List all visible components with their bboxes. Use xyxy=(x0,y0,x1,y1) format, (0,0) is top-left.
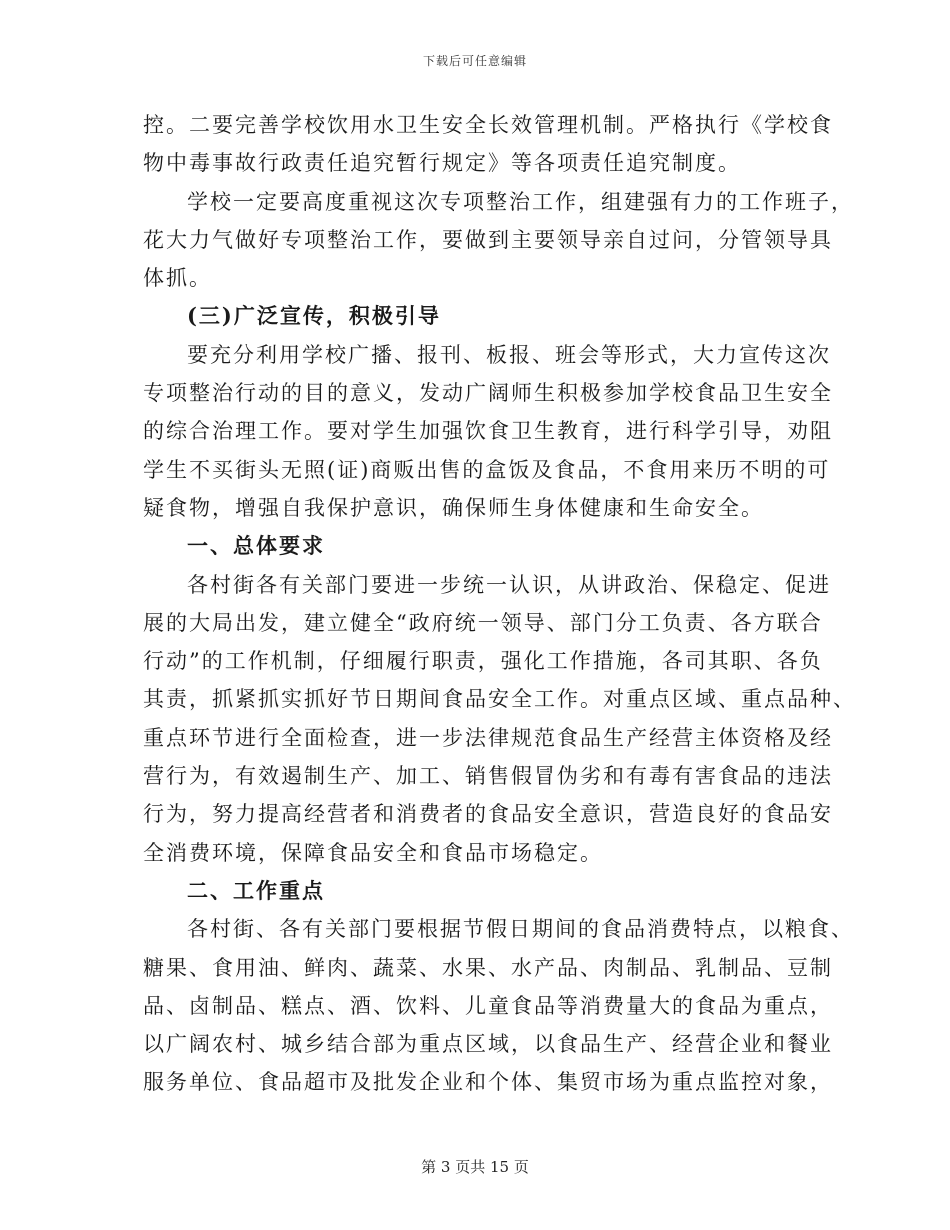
paragraph-line: 行动”的工作机制，仔细履行职责，强化工作措施，各司其职、各负 xyxy=(143,649,823,674)
paragraph-line: 展的大局出发，建立健全“政府统一领导、部门分工负责、各方联合 xyxy=(143,610,823,635)
paragraph-line: 疑食物，增强自我保护意识，确保师生身体健康和生命安全。 xyxy=(143,495,764,520)
paragraph-line: 营行为，有效遏制生产、加工、销售假冒伪劣和有毒有害食品的违法 xyxy=(143,764,833,789)
page-header: 下载后可任意编辑 xyxy=(422,54,527,68)
section-heading: 二、工作重点 xyxy=(187,877,325,903)
paragraph-line: 其责，抓紧抓实抓好节日期间食品安全工作。对重点区域、重点品种、 xyxy=(143,687,856,712)
paragraph-line: 的综合治理工作。要对学生加强饮食卫生教育，进行科学引导，劝阻 xyxy=(143,419,833,444)
paragraph-line: 行为，努力提高经营者和消费者的食品安全意识，营造良好的食品安 xyxy=(143,802,833,827)
paragraph-line: 品、卤制品、糕点、酒、饮料、儿童食品等消费量大的食品为重点， xyxy=(143,993,833,1018)
paragraph-line: 花大力气做好专项整治工作，要做到主要领导亲自过问，分管领导具 xyxy=(143,227,833,252)
section-heading: 一、总体要求 xyxy=(187,533,325,559)
paragraph-line: 专项整治行动的目的意义，发动广阔师生积极参加学校食品卫生安全 xyxy=(143,381,833,406)
paragraph-line: 控。二要完善学校饮用水卫生安全长效管理机制。严格执行《学校食 xyxy=(143,113,833,137)
page-footer: 第 3 页共 15 页 xyxy=(421,1158,529,1176)
paragraph-line: 物中毒事故行政责任追究暂行规定》等各项责任追究制度。 xyxy=(143,151,741,176)
paragraph-line: 以广阔农村、城乡结合部为重点区域，以食品生产、经营企业和餐业 xyxy=(143,1032,833,1057)
paragraph-line: 体抓。 xyxy=(143,266,212,291)
paragraph-line: 各村街、各有关部门要根据节假日期间的食品消费特点，以粮食、 xyxy=(187,917,854,942)
paragraph-line: 要充分利用学校广播、报刊、板报、班会等形式，大力宣传这次 xyxy=(187,342,831,367)
paragraph-line: 重点环节进行全面检查，进一步法律规范食品生产经营主体资格及经 xyxy=(143,725,833,750)
paragraph-line: 学校一定要高度重视这次专项整治工作，组建强有力的工作班子， xyxy=(187,189,854,214)
paragraph-line: 各村街各有关部门要进一步统一认识，从讲政治、保稳定、促进 xyxy=(187,572,831,597)
paragraph-line: 服务单位、食品超市及批发企业和个体、集贸市场为重点监控对象， xyxy=(143,1070,833,1095)
document-body xyxy=(143,106,856,1102)
paragraph-line: 全消费环境，保障食品安全和食品市场稳定。 xyxy=(143,840,603,865)
section-heading: (三)广泛宣传，积极引导 xyxy=(187,303,441,329)
paragraph-line: 学生不买街头无照(证)商贩出售的盒饭及食品，不食用来历不明的可 xyxy=(143,457,831,482)
paragraph-line: 糖果、食用油、鲜肉、蔬菜、水果、水产品、肉制品、乳制品、豆制 xyxy=(143,955,833,980)
